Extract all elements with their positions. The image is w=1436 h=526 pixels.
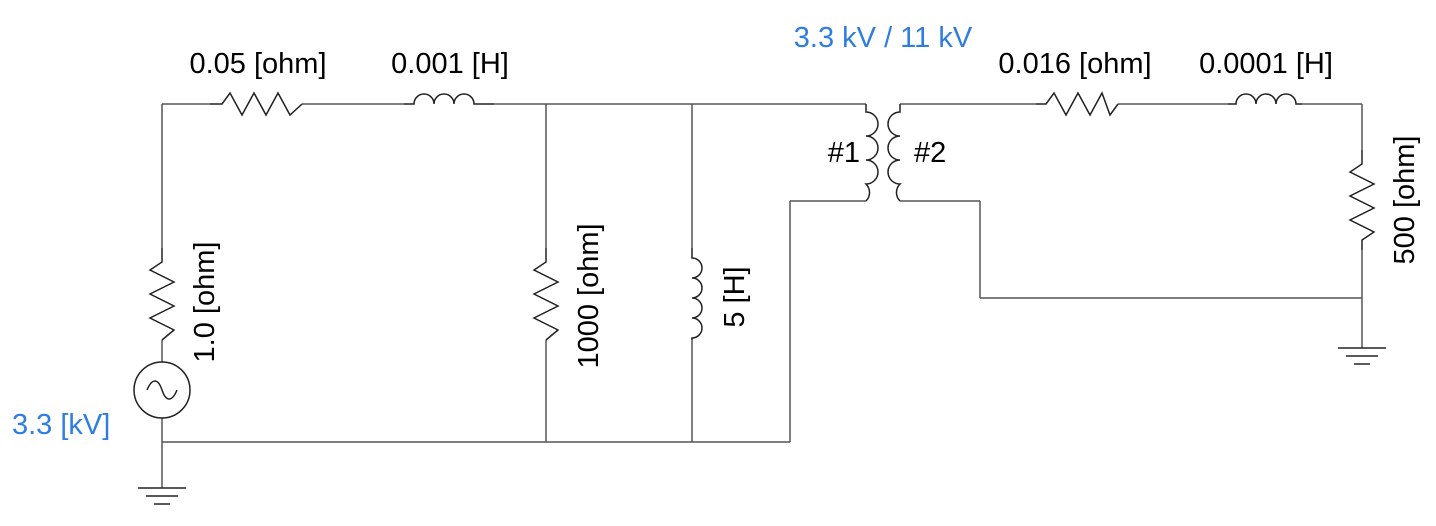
ac-source-icon: [134, 362, 190, 418]
transformer-icon: [866, 104, 900, 201]
line-inductor: [404, 94, 494, 104]
line-resistor-label: 0.05 [ohm]: [189, 48, 327, 80]
secondary-inductor-label: 0.0001 [H]: [1199, 48, 1333, 80]
ground-icon: [1338, 348, 1386, 364]
transformer-rating-label: 3.3 kV / 11 kV: [793, 22, 973, 54]
winding-2-label: #2: [914, 137, 947, 169]
load-resistor-label: 500 [ohm]: [1389, 135, 1421, 265]
line-inductor-label: 0.001 [H]: [391, 48, 509, 80]
source-voltage-label: 3.3 [kV]: [12, 409, 111, 441]
shunt-resistor: [534, 248, 558, 340]
primary-wires: [162, 104, 866, 488]
winding-1-label: #1: [827, 137, 860, 169]
source-resistor: [150, 248, 174, 340]
line-resistor: [210, 93, 302, 115]
shunt-inductor: [692, 248, 702, 340]
secondary-inductor: [1228, 94, 1302, 104]
load-resistor: [1350, 150, 1374, 250]
secondary-resistor: [1036, 93, 1118, 115]
source-resistor-label: 1.0 [ohm]: [189, 241, 221, 363]
shunt-inductor-label: 5 [H]: [719, 266, 751, 328]
shunt-resistor-label: 1000 [ohm]: [573, 223, 605, 369]
secondary-resistor-label: 0.016 [ohm]: [998, 48, 1152, 80]
ground-icon: [138, 488, 186, 504]
secondary-wires: [900, 104, 1362, 348]
